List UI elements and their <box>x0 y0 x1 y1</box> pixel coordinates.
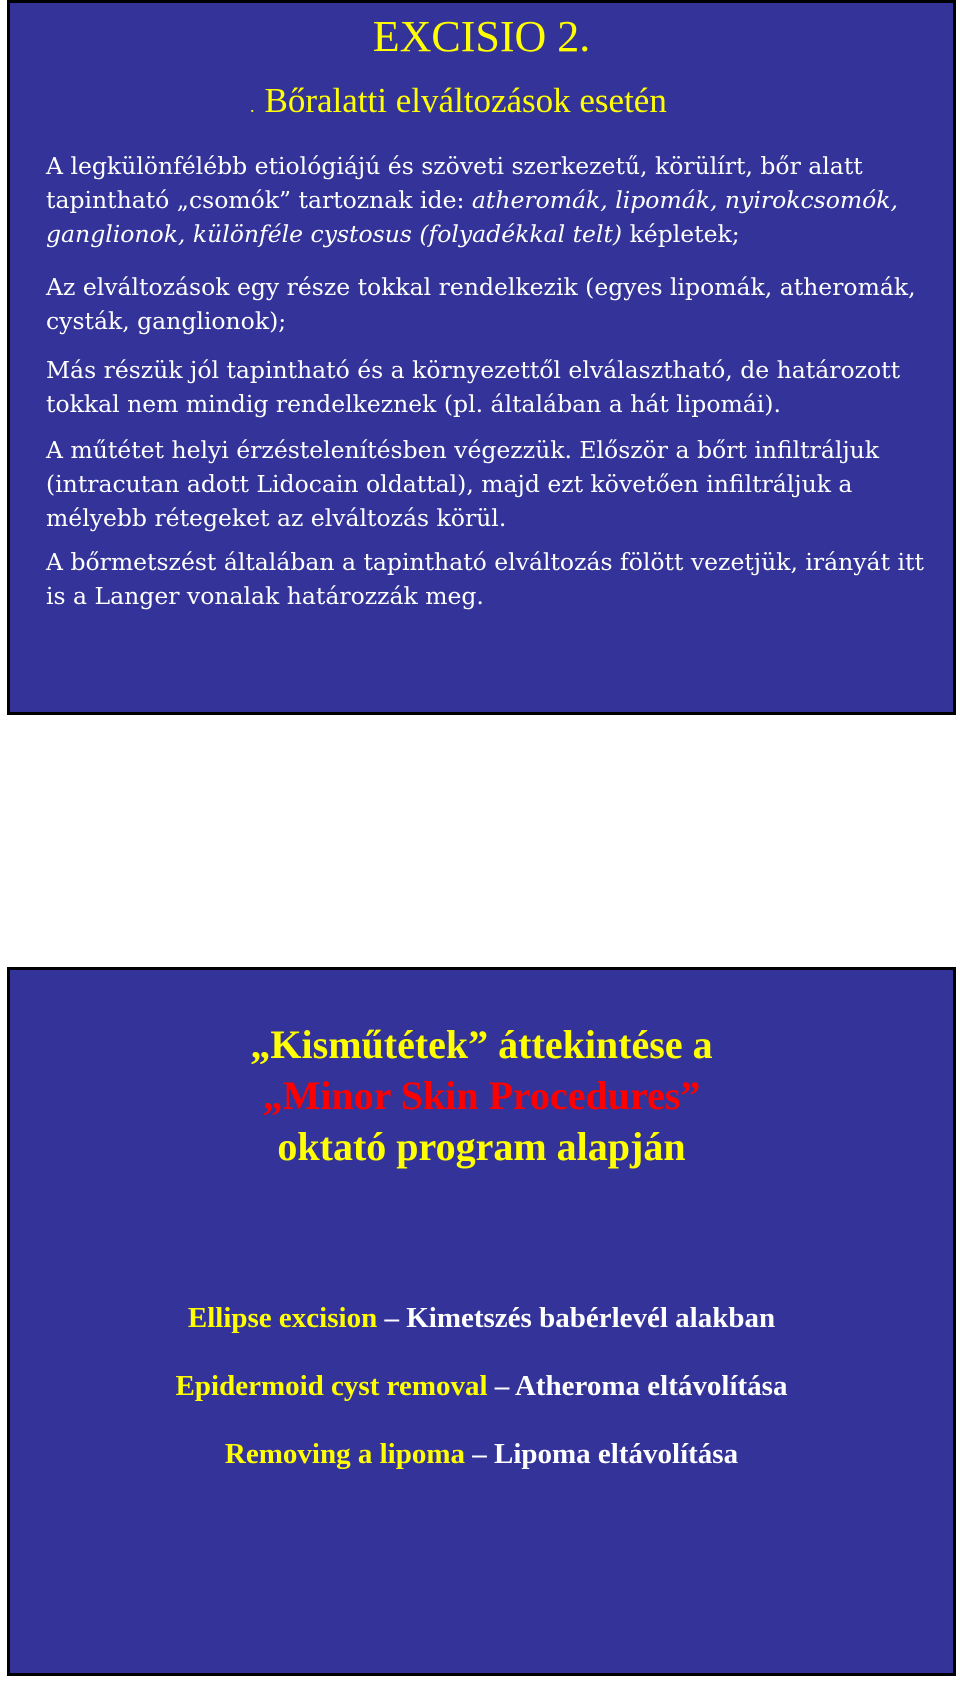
procedure-english: Removing a lipoma <box>224 1438 465 1470</box>
list-item <box>10 1435 953 1503</box>
procedure-dash: – <box>487 1370 515 1402</box>
title-line-2: „Minor Skin Procedures” <box>262 1073 701 1118</box>
subtitle-dot: . <box>250 96 255 116</box>
paragraph-etiology-end: képletek; <box>622 220 740 248</box>
paragraph-anesthesia: A műtétet helyi érzéstelenítésben végezzük. Először a bőrt infiltráljuk (intracutan adott Lidocain oldattal), majd ezt követően infiltráljuk a mélyebb rétegeket az elváltozás körül. <box>46 436 880 532</box>
slide-body <box>46 149 941 613</box>
slide-minor-procedures <box>7 967 956 1676</box>
slide-title: EXCISIO 2. <box>372 12 591 61</box>
procedure-hungarian: Atheroma eltávolítása <box>514 1370 788 1402</box>
slide-subtitle <box>250 82 667 121</box>
procedure-dash: – <box>377 1302 407 1334</box>
paragraph-etiology <box>46 149 941 251</box>
paragraph-incision: A bőrmetszést általában a tapintható elváltozás fölött vezetjük, irányát itt is a Langer vonalak határozzák meg. <box>46 548 924 610</box>
paragraph-capsule: Az elváltozások egy része tokkal rendelkezik (egyes lipomák, atheromák, cysták, ganglionok); <box>46 273 916 335</box>
list-item <box>10 1299 953 1367</box>
paragraph-palpable: Más részük jól tapintható és a környezettől elválasztható, de határozott tokkal nem mindig rendelkeznek (pl. általában a hát lipomái). <box>46 356 901 418</box>
procedure-english: Epidermoid cyst removal <box>175 1370 488 1402</box>
procedure-dash: – <box>464 1438 494 1470</box>
paragraph-etiology-italic: atheromák, lipomák, nyirokcsomók, ganglionok, különféle cystosus (folyadékkal telt) <box>46 186 898 248</box>
title-line-3: oktató program alapján <box>277 1124 686 1169</box>
list-item <box>10 1367 953 1435</box>
procedure-english: Ellipse excision <box>187 1302 378 1334</box>
paragraph-etiology-text: A legkülönfélébb etiológiájú és szöveti szerkezetű, körülírt, bőr alatt tapintható „csomók” tartoznak ide: <box>46 152 863 214</box>
procedure-list <box>10 1299 953 1503</box>
title-line-1: „Kisműtétek” áttekintése a <box>250 1022 713 1067</box>
subtitle-text: Bőralatti elváltozások esetén <box>264 81 667 120</box>
procedure-hungarian: Lipoma eltávolítása <box>493 1438 739 1470</box>
slide-title <box>10 1019 953 1172</box>
slide-excisio-2 <box>7 0 956 715</box>
procedure-hungarian: Kimetszés babérlevél alakban <box>406 1302 776 1334</box>
